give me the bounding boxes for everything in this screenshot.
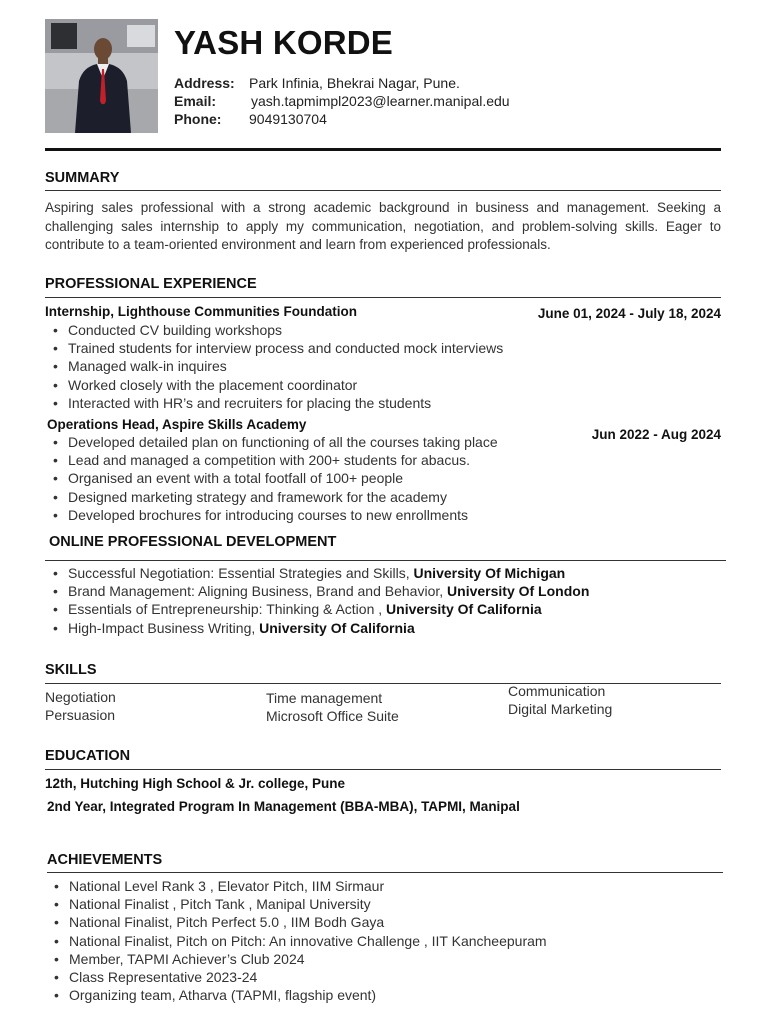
job-bullet-list	[46, 433, 498, 524]
phone-row	[174, 111, 327, 127]
list-item: • Organised an event with a total footfall of 100+ people	[46, 469, 498, 487]
achievements-heading: ACHIEVEMENTS	[47, 852, 163, 868]
development-heading: ONLINE PROFESSIONAL DEVELOPMENT	[49, 534, 337, 550]
list-item: • National Level Rank 3 , Elevator Pitch, IIM Sirmaur	[47, 877, 547, 895]
candidate-name: YASH KORDE	[174, 24, 393, 61]
list-item: • Member, TAPMI Achiever’s Club 2024	[47, 950, 547, 968]
list-item	[46, 582, 589, 600]
job-bullet-list	[46, 321, 503, 412]
list-item: • Worked closely with the placement coordinator	[46, 376, 503, 394]
list-item: • Trained students for interview process and conducted mock interviews	[46, 339, 503, 357]
person-photo-icon	[45, 19, 158, 133]
skill-item: Digital Marketing	[508, 701, 613, 717]
skill-item: Communication	[508, 683, 606, 699]
address-value: Park Infinia, Bhekrai Nagar, Pune.	[249, 75, 460, 91]
list-item	[46, 564, 589, 582]
list-item: • Lead and managed a competition with 200+ students for abacus.	[46, 451, 498, 469]
email-label: Email:	[174, 93, 217, 109]
skills-heading: SKILLS	[45, 662, 97, 678]
summary-divider	[45, 190, 721, 191]
job-title: Internship, Lighthouse Communities Foundation	[45, 304, 357, 319]
development-divider	[45, 560, 726, 561]
phone-value: 9049130704	[249, 111, 327, 127]
course-institution: University Of California	[259, 619, 415, 636]
achievements-list	[47, 877, 547, 1004]
profile-photo	[45, 19, 158, 133]
job-dates: Jun 2022 - Aug 2024	[591, 427, 721, 442]
experience-heading: PROFESSIONAL EXPERIENCE	[45, 276, 257, 292]
list-item: • Developed detailed plan on functioning of all the courses taking place	[46, 433, 498, 451]
address-row	[174, 75, 460, 91]
course-name: High-Impact Business Writing,	[68, 619, 256, 636]
email-row	[174, 93, 510, 109]
address-label: Address:	[174, 75, 235, 91]
skill-item: Microsoft Office Suite	[266, 708, 399, 724]
email-value[interactable]: yash.tapmimpl2023@learner.manipal.edu	[251, 93, 510, 109]
header-divider	[45, 148, 721, 151]
education-item: 12th, Hutching High School & Jr. college, Pune	[45, 776, 346, 791]
job-title: Operations Head, Aspire Skills Academy	[47, 417, 307, 432]
development-list	[46, 564, 589, 637]
education-heading: EDUCATION	[45, 748, 131, 764]
education-divider	[45, 769, 721, 770]
course-institution: University Of Michigan	[413, 565, 566, 581]
list-item: • Class Representative 2023-24	[47, 968, 547, 986]
course-name: Successful Negotiation: Essential Strategies and Skills,	[68, 565, 410, 581]
list-item: • Designed marketing strategy and framework for the academy	[46, 488, 498, 506]
job-dates: June 01, 2024 - July 18, 2024	[537, 306, 721, 321]
list-item: • Organizing team, Atharva (TAPMI, flagship event)	[47, 986, 547, 1004]
course-institution: University Of London	[447, 583, 590, 600]
summary-heading: SUMMARY	[45, 170, 120, 186]
phone-label: Phone:	[174, 111, 222, 127]
skill-item: Time management	[266, 690, 383, 706]
list-item: • Interacted with HR’s and recruiters for placing the students	[46, 394, 503, 412]
skill-item: Persuasion	[45, 707, 116, 723]
list-item: • National Finalist, Pitch on Pitch: An innovative Challenge , IIT Kancheepuram	[47, 932, 547, 950]
experience-divider	[45, 297, 721, 298]
list-item: • Developed brochures for introducing courses to new enrollments	[46, 506, 498, 524]
list-item: • Conducted CV building workshops	[46, 321, 503, 339]
list-item: • National Finalist, Pitch Perfect 5.0 , IIM Bodh Gaya	[47, 913, 547, 931]
list-item: • Managed walk-in inquires	[46, 357, 503, 375]
achievements-divider	[47, 872, 723, 873]
skills-divider	[45, 683, 721, 684]
course-name: Brand Management: Aligning Business, Brand and Behavior,	[68, 583, 444, 600]
list-item: • National Finalist , Pitch Tank , Manipal University	[47, 895, 547, 913]
course-name: Essentials of Entrepreneurship: Thinking & Action ,	[68, 601, 383, 618]
list-item	[46, 600, 589, 618]
course-institution: University Of California	[386, 601, 542, 618]
list-item	[46, 619, 589, 637]
education-item: 2nd Year, Integrated Program In Management (BBA-MBA), TAPMI, Manipal	[47, 799, 520, 814]
skill-item: Negotiation	[45, 689, 116, 705]
summary-text: Aspiring sales professional with a strong academic background in business and management. Seeking a challenging sales internship to apply my communication, negotiation, and problem-solving skills. Eager to contribute to a team-oriented environment and learn from experienced professionals.	[45, 200, 721, 252]
